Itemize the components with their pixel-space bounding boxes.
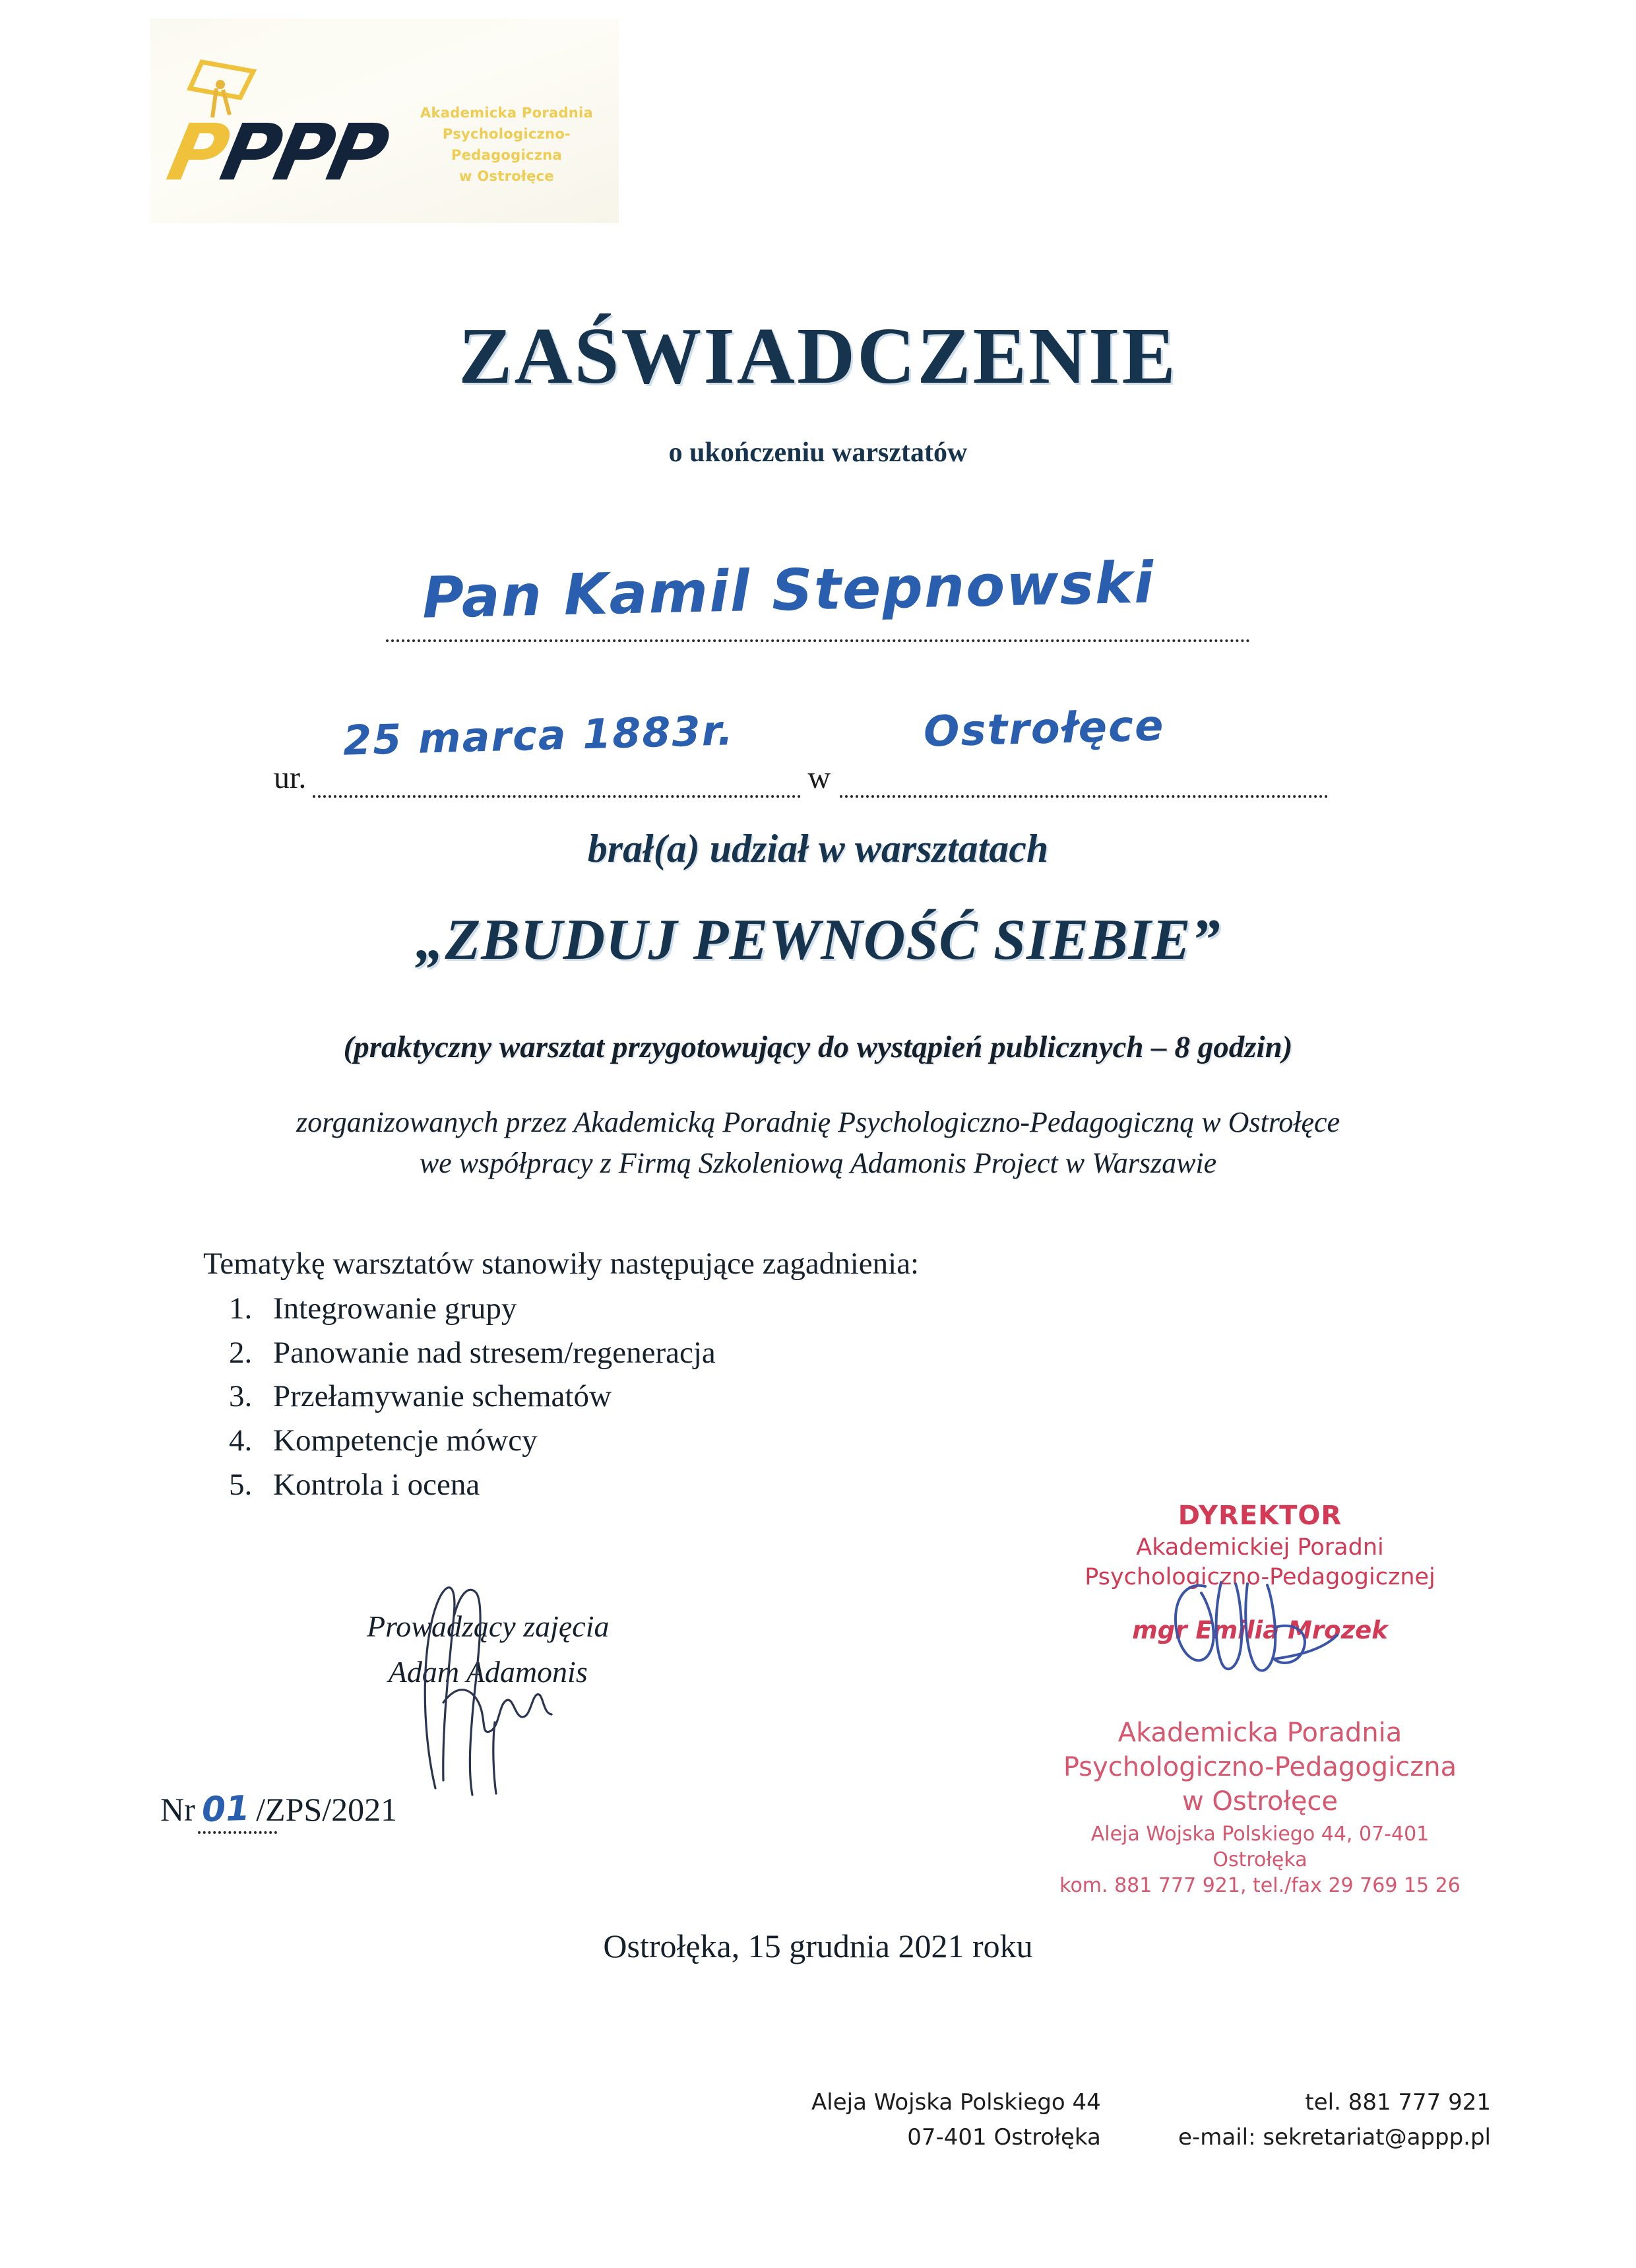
- list-item: 3. Przełamywanie schematów: [260, 1375, 919, 1419]
- participation-line: brał(a) udział w warsztatach: [587, 827, 1049, 870]
- organizer-line-2: we współpracy z Firmą Szkoleniową Adamonis Project w Warszawie: [419, 1147, 1217, 1180]
- workshop-description: (praktyczny warsztat przygotowujący do wystąpień publicznych – 8 godzin): [343, 1030, 1293, 1064]
- director-name: mgr Emilia Mrozek: [1132, 1615, 1388, 1644]
- organizer-block: [0, 1102, 1636, 1184]
- organizer-line-1: zorganizowanych przez Akademicką Poradnię Psychologiczno-Pedagogiczną w Ostrołęce: [296, 1106, 1340, 1138]
- place-and-date: Ostrołęka, 15 grudnia 2021 roku: [603, 1928, 1033, 1964]
- director-org-line-1: Akademickiej Poradni: [1136, 1534, 1384, 1561]
- address-stamp-line-2: Psychologiczno-Pedagogiczna: [1063, 1752, 1457, 1782]
- footer-address-line-2: 07-401 Ostrołęka: [907, 2123, 1101, 2151]
- trainer-role: Prowadzący zajęcia: [367, 1609, 610, 1643]
- birth-place-label: w: [807, 760, 831, 795]
- birth-info-row: [274, 762, 1369, 798]
- topics-section: [203, 1246, 919, 1507]
- birth-date-line: [313, 794, 801, 798]
- logo-org-line-2: Psychologiczno-Pedagogiczna: [442, 125, 571, 163]
- birth-place-handwritten: Ostrołęce: [923, 701, 1166, 757]
- footer-contacts: [1178, 2085, 1491, 2155]
- certificate-title: ZAŚWIADCZENIE: [458, 311, 1178, 401]
- recipient-name-line: [386, 639, 1250, 642]
- ppp-wordmark: PPPP: [160, 107, 393, 198]
- document-number-prefix: Nr: [160, 1791, 195, 1828]
- footer-email: e-mail: sekretariat@appp.pl: [1178, 2123, 1491, 2151]
- address-stamp-line-5: kom. 881 777 921, tel./fax 29 769 15 26: [1059, 1874, 1461, 1897]
- director-role: DYREKTOR: [1178, 1501, 1342, 1531]
- ppp-logo-mark: [160, 57, 393, 198]
- footer-phone: tel. 881 777 921: [1305, 2089, 1491, 2116]
- certificate-subtitle: o ukończeniu warsztatów: [668, 437, 968, 468]
- list-item: 5. Kontrola i ocena: [260, 1463, 919, 1507]
- address-stamp: [1049, 1716, 1471, 1898]
- workshop-title: „ZBUDUJ PEWNOŚĆ SIEBIE”: [415, 908, 1221, 972]
- director-org-line-2: Psychologiczno-Pedagogicznej: [1085, 1563, 1435, 1590]
- logo-organization-name: [401, 103, 612, 187]
- document-number-line: [198, 1831, 277, 1834]
- logo-org-line-3: w Ostrołęce: [459, 168, 554, 184]
- list-item: 4. Kompetencje mówcy: [260, 1419, 919, 1463]
- logo-org-line-1: Akademicka Poradnia: [420, 105, 594, 121]
- trainer-signature-block: [367, 1604, 610, 1695]
- address-stamp-line-1: Akademicka Poradnia: [1117, 1718, 1402, 1748]
- director-stamp: [1075, 1499, 1445, 1646]
- organization-logo-block: [150, 18, 619, 223]
- document-number-handwritten: 01: [201, 1788, 251, 1831]
- list-item: 1. Integrowanie grupy: [260, 1287, 919, 1331]
- address-stamp-line-4: Aleja Wojska Polskiego 44, 07-401 Ostrołęka: [1090, 1823, 1430, 1871]
- address-stamp-line-3: w Ostrołęce: [1181, 1786, 1338, 1817]
- topics-list: [203, 1287, 919, 1507]
- birth-label: ur.: [274, 760, 307, 795]
- footer-contact-block: [811, 2085, 1491, 2155]
- birth-place-line: [840, 794, 1328, 798]
- document-number: [160, 1790, 397, 1829]
- footer-address: [811, 2085, 1101, 2155]
- birth-date-handwritten: 25 marca 1883r.: [342, 706, 735, 765]
- topics-intro: Tematykę warsztatów stanowiły następujące zagadnienia:: [203, 1247, 920, 1281]
- recipient-name-handwritten: Pan Kamil Stepnowski: [422, 550, 1156, 632]
- trainer-name: Adam Adamonis: [388, 1655, 588, 1689]
- document-number-suffix: /ZPS/2021: [256, 1791, 398, 1828]
- list-item: 2. Panowanie nad stresem/regeneracja: [260, 1331, 919, 1375]
- footer-address-line-1: Aleja Wojska Polskiego 44: [811, 2089, 1101, 2116]
